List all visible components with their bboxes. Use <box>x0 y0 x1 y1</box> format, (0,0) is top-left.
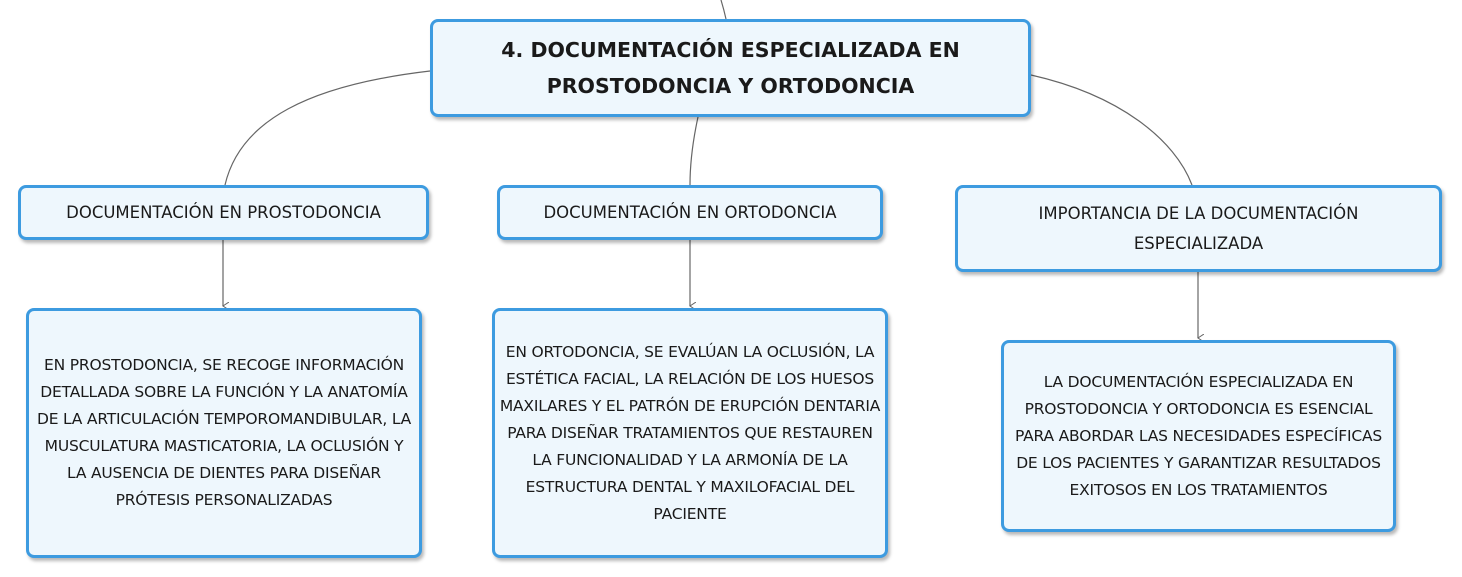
detail-ortodoncia-text: EN ORTODONCIA, SE EVALÚAN LA OCLUSIÓN, LA ESTÉTICA FACIAL, LA RELACIÓN DE LOS HUESOS MAXILARES Y EL PATRÓN DE ERUPCIÓN DENTARIA PARA DISEÑAR TRATAMIENTOS QUE RESTAUREN LA FUNCIONALIDAD Y LA ARMONÍA DE LA ESTRUCTURA DENTAL Y MAXILOFACIAL DEL PACIENTE <box>499 342 881 523</box>
detail-prostodoncia[interactable] <box>26 308 422 558</box>
branch-prostodoncia[interactable] <box>18 185 429 240</box>
detail-prostodoncia-text: EN PROSTODONCIA, SE RECOGE INFORMACIÓN DETALLADA SOBRE LA FUNCIÓN Y LA ANATOMÍA DE LA ARTICULACIÓN TEMPOROMANDIBULAR, LA MUSCULATURA MASTICATORIA, LA OCLUSIÓN Y LA AUSENCIA DE DIENTES PARA DISEÑAR PRÓTESIS PERSONALIZADAS <box>36 356 412 509</box>
detail-importancia[interactable] <box>1001 340 1396 532</box>
detail-importancia-text: LA DOCUMENTACIÓN ESPECIALIZADA EN PROSTODONCIA Y ORTODONCIA ES ESENCIAL PARA ABORDAR LAS NECESIDADES ESPECÍFICAS DE LOS PACIENTES Y GARANTIZAR RESULTADOS EXITOSOS EN LOS TRATAMIENTOS <box>1015 372 1382 499</box>
branch-prostodoncia-label: DOCUMENTACIÓN EN PROSTODONCIA <box>66 202 381 222</box>
root-topic[interactable] <box>430 19 1031 117</box>
parent-connector <box>721 0 726 19</box>
connector-root-to-ortodoncia <box>690 117 698 185</box>
branch-ortodoncia[interactable] <box>497 185 883 240</box>
branch-importancia-label: IMPORTANCIA DE LA DOCUMENTACIÓN ESPECIALIZADA <box>1038 203 1359 253</box>
branch-importancia[interactable] <box>955 185 1442 272</box>
connector-root-to-importancia <box>1031 75 1192 185</box>
connector-root-to-prostodoncia <box>225 71 430 185</box>
detail-ortodoncia[interactable] <box>492 308 888 558</box>
root-topic-title: 4. DOCUMENTACIÓN ESPECIALIZADA EN PROSTODONCIA Y ORTODONCIA <box>501 38 960 98</box>
branch-ortodoncia-label: DOCUMENTACIÓN EN ORTODONCIA <box>543 202 837 222</box>
